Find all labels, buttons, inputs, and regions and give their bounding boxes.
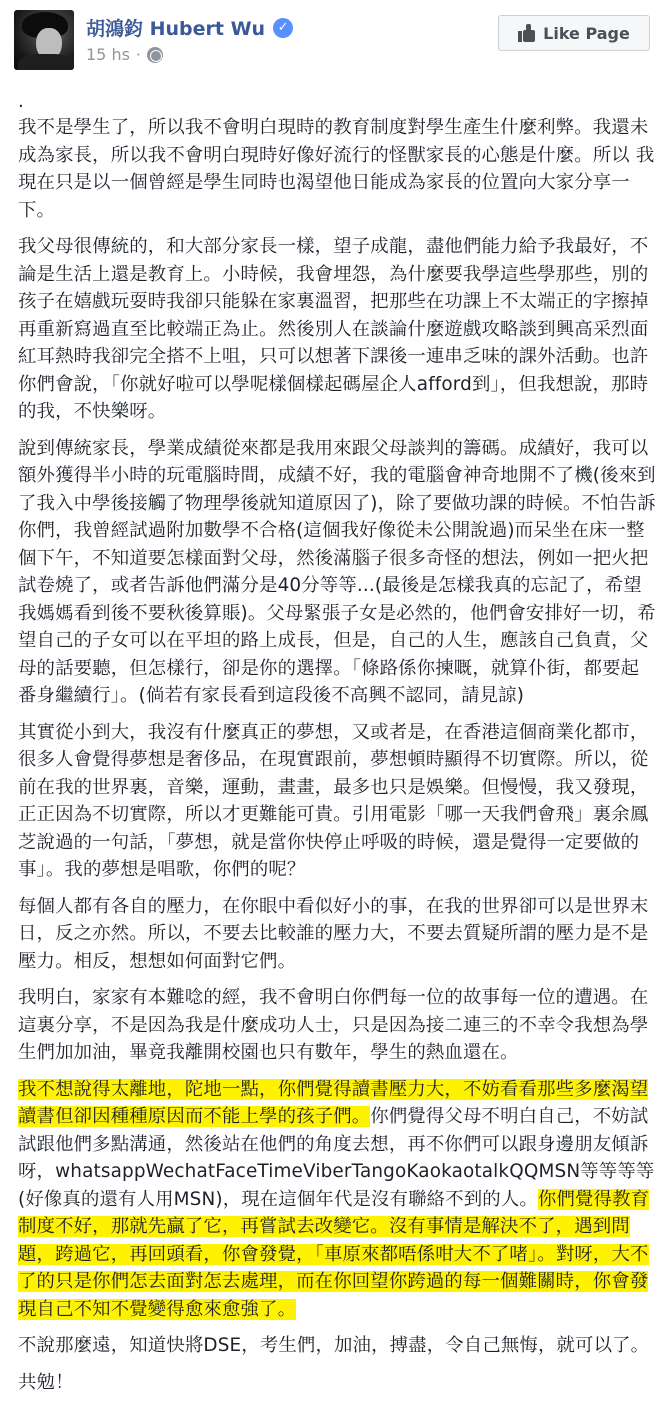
- highlight-1: 我不想說得太離地，陀地一點，你們覺得讀書壓力大，不妨看看那些多麼渴望讀書但卻因種種原因而不能上學的孩子們。: [18, 1078, 649, 1127]
- author-row: [86, 14, 293, 41]
- post-body: [18, 92, 656, 1405]
- paragraph-6: 我明白，家家有本難唸的經，我不會明白你們每一位的故事每一位的遭遇。在這裏分享，不是因為我是什麼成功人士，只是因為接二連三的不幸令我想為學生們加加油，畢竟我離開校園也只有數年，學生的熱血還在。: [18, 987, 649, 1063]
- post-meta: [86, 45, 163, 64]
- paragraph-4: 其實從小到大，我沒有什麼真正的夢想，又或者是，在香港這個商業化都市，很多人會覺得夢想是奢侈品，在現實跟前，夢想頓時顯得不切實際。所以，從前在我的世界裏，音樂，運動，畫畫，最多也只是娛樂。但慢慢，我又發現，正正因為不切實際，所以才更難能可貴。引用電影「哪一天我們會飛」裏余鳳芝說過的一句話，「夢想，就是當你快停止呼吸的時候，還是覺得一定要做的事」。我的夢想是唱歌，你們的呢？: [18, 721, 649, 880]
- paragraph-8: 不說那麼遠，知道快將DSE，考生們，加油，搏盡，令自己無悔，就可以了。: [18, 1335, 650, 1356]
- post-header: [0, 0, 670, 80]
- post-timestamp[interactable]: 15 hs: [86, 45, 130, 64]
- paragraph-1: 我不是學生了，所以我不會明白現時的教育制度對學生產生什麼利弊。我還未成為家長，所以我不會明白現時好像好流行的怪獸家長的心態是什麼。所以 我現在只是以一個曾經是學生同時也渴望他日能成為家長的位置向大家分享一下。: [18, 117, 655, 221]
- paragraph-7-middle: 你們覺得父母不明白自己，不妨試試跟他們多點溝通，然後站在他們的角度去想，再不你們可以跟身邊朋友傾訴呀，whatsappWechatFaceTimeViberTangoKaokaotalkQQMSN等等等等(好像真的還有人用MSN)，現在這個年代是沒有聯絡不到的人。: [18, 1106, 655, 1210]
- meta-separator: ·: [135, 45, 142, 64]
- paragraph-5: 每個人都有各自的壓力，在你眼中看似好小的事，在我的世界卻可以是世界末日，反之亦然。所以，不要去比較誰的壓力大，不要去質疑所謂的壓力是不是壓力。相反，想想如何面對它們。: [18, 895, 649, 972]
- paragraph-9: 共勉！: [18, 1371, 74, 1393]
- paragraph-7: [18, 1076, 656, 1324]
- paragraph-3: 說到傳統家長，學業成績從來都是我用來跟父母談判的籌碼。成績好，我可以額外獲得半小時的玩電腦時間，成績不好，我的電腦會神奇地開不了機(後來到了我入中學後接觸了物理學後就知道原因了)，除了要做功課的時候。不怕告訴你們，我曾經試過附加數學不合格(這個我好像從未公開說過)而呆坐在床一整個下午，不知道要怎樣面對父母，然後滿腦子很多奇怪的想法，例如一把火把試卷燒了，或者告訴他們滿分是40分等等...(最後是怎樣我真的忘記了，希望我媽媽看到後不要秋後算賬)。父母緊張子女是必然的，他們會安排好一切，希望自己的子女可以在平坦的路上成長，但是，自己的人生，應該自己負責，父母的話要聽，但怎樣行，卻是你的選擇。「條路係你揀嘅，就算仆街，都要起番身繼續行」。(倘若有家長看到這段後不高興不認同，請見諒): [18, 437, 656, 706]
- thumbs-up-icon: [518, 24, 536, 42]
- post-lead: .: [18, 91, 24, 112]
- paragraph-2: 我父母很傳統的，和大部分家長一樣，望子成龍，盡他們能力給予我最好，不論是生活上還是教育上。小時候，我會埋怨，為什麼要我學這些學那些，別的孩子在嬉戲玩耍時我卻只能躲在家裏溫習，把那些在功課上不太端正的字擦掉再重新寫過直至比較端正為止。然後別人在談論什麼遊戲攻略談到興高采烈面紅耳熱時我卻完全搭不上咀，只可以想著下課後一連串乏味的課外活動。也許你們會說，「你就好啦可以學呢樣個樣起碼屋企人afford到」，但我想說，那時的我，不快樂呀。: [18, 236, 649, 422]
- highlight-2: 你們覺得教育制度不好，那就先贏了它，再嘗試去改變它。沒有事情是解決不了，遇到問題，跨過它，再回頭看，你會發覺，「車原來都唔係咁大不了啫」。對呀，大不了的只是你們怎去面對怎去處理，而在你回望你跨過的每一個難關時，你會發現自己不知不覺變得愈來愈強了。: [18, 1188, 650, 1320]
- globe-icon[interactable]: [147, 47, 163, 63]
- like-page-button[interactable]: [498, 15, 650, 51]
- author-name[interactable]: 胡鴻鈞 Hubert Wu: [86, 18, 266, 40]
- verified-badge-icon: ✓: [273, 18, 293, 38]
- like-page-label: Like Page: [543, 23, 630, 43]
- avatar[interactable]: [14, 10, 74, 70]
- avatar-shoulder: [18, 54, 74, 70]
